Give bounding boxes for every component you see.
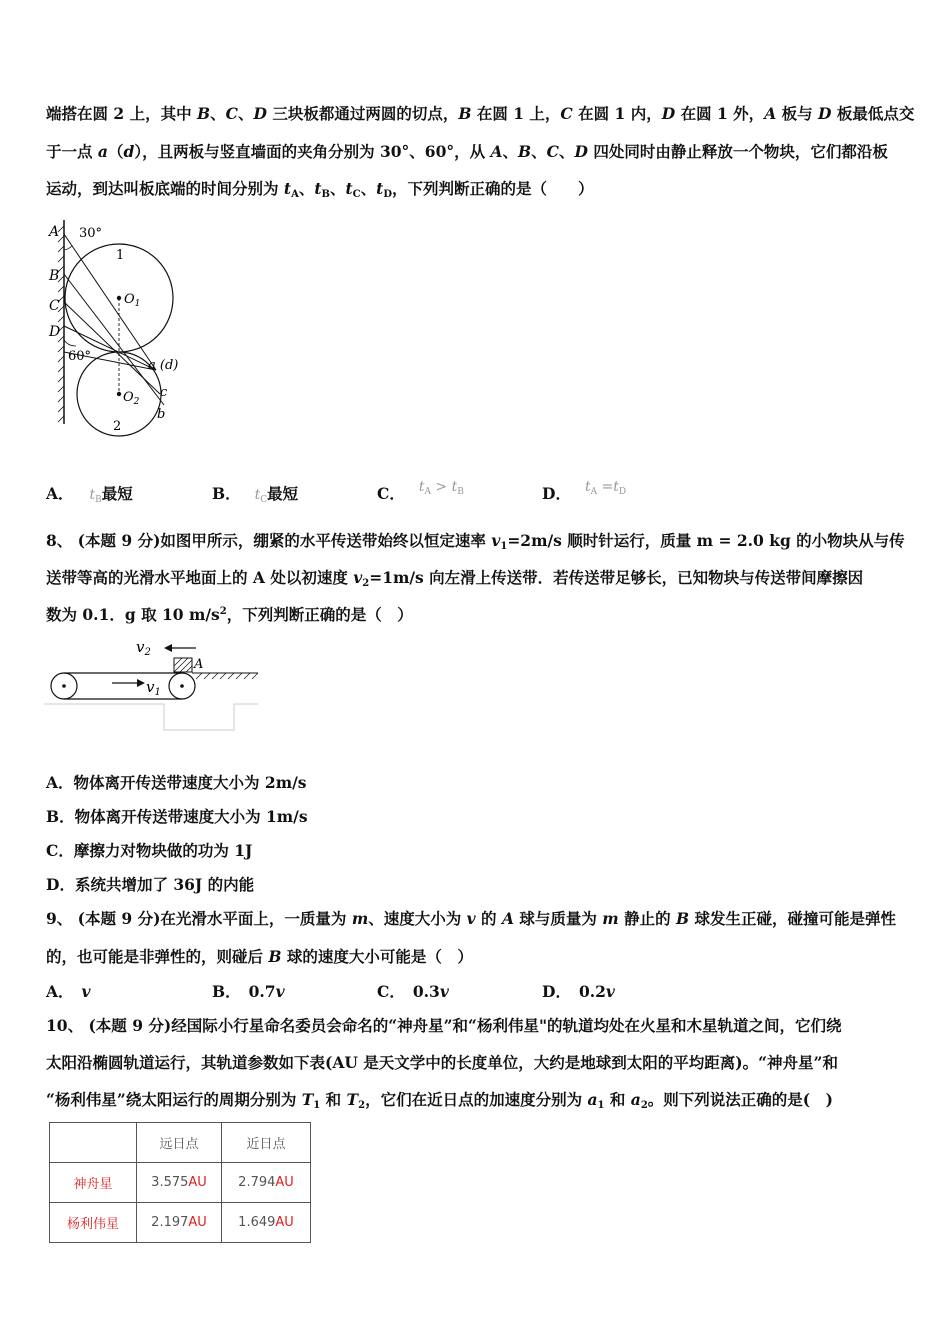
q10-text-line-3: “杨利伟星”绕太阳运行的周期分别为 $T_1$ 和 $T_2$，它们在近日点的加速度分别为 $a_1$ 和 $a_2$。则下列说法正确的是( ) [46,1090,833,1111]
q9-option-c[interactable]: C． 0.3v [377,982,449,1001]
q7-text-line-1: 端搭在圆 2 上，其中 B、C、D 三块板都通过两圆的切点，B 在圆 1 上，C 在圆 1 内，D 在圆 1 外，A 板与 D 板最低点交 [46,104,915,123]
fig-block [174,658,192,672]
q8-option-b[interactable]: B．物体离开传送带速度大小为 1m/s [46,807,308,826]
q7-option-c[interactable]: C． $t_A > t_B$ [377,479,464,503]
table-cell-near: 2.794AU [222,1163,311,1203]
q8-text-line-1: 8、 (本题 9 分)如图甲所示，绷紧的水平传送带始终以恒定速率 $v_1=2m/s$ 顺时针运行，质量 m = 2.0 kg 的小物块从与传 [46,531,905,552]
fig-label-D: D [49,324,61,340]
fig-v2-label: $v_2$ [136,638,151,658]
table-cell-name: 杨利伟星 [50,1203,137,1243]
q7-option-b[interactable]: B． $t_C$最短 [212,484,299,505]
fig-label-30: 30° [79,226,103,241]
q8-conveyor-figure [44,636,264,736]
q9-option-b[interactable]: B． 0.7v [212,982,285,1001]
fig-label-O1: $O_1$ [124,292,141,309]
fig-label-b: b [157,407,166,422]
table-header-row [50,1123,311,1163]
table-header-far: 远日点 [137,1123,222,1163]
table-cell-name: 神舟星 [50,1163,137,1203]
table-header-empty [50,1123,137,1163]
q7-option-d[interactable]: D． $t_A =t_D$ [542,479,627,503]
q8-text-line-3: 数为 0.1．g 取 10 $m/s^2$，下列判断正确的是（ ） [46,605,413,624]
table-row [50,1203,311,1243]
q8-text-line-2: 送带等高的光滑水平地面上的 A 处以初速度 $v_2=1m/s$ 向左滑上传送带．若传送带足够长，已知物块与传送带间摩擦因 [46,568,864,589]
fig-label-c: c [160,385,168,400]
q9-option-a[interactable]: A． v [46,982,91,1001]
table-row [50,1163,311,1203]
q7-option-a[interactable]: A． $t_B$最短 [46,484,133,505]
fig-label-ad: a (d) [148,358,179,373]
q8-option-c[interactable]: C．摩擦力对物块做的功为 1J [46,841,253,860]
q10-text-line-2: 太阳沿椭圆轨道运行，其轨道参数如下表(AU 是天文学中的长度单位，大约是地球到太阳的平均距离)。“神舟星”和 [46,1053,838,1072]
fig-A-label: A [194,657,204,672]
q8-option-a[interactable]: A．物体离开传送带速度大小为 2m/s [46,773,307,792]
fig-v1-label: $v_1$ [146,678,161,698]
q7-text-line-3: 运动，到达叫板底端的时间分别为 $t_A$、$t_B$、$t_C$、$t_D$，下列判断正确的是（ ） [46,179,594,200]
fig-label-B: B [49,268,60,284]
q8-option-d[interactable]: D．系统共增加了 36J 的内能 [46,875,255,894]
fig-label-C: C [49,298,60,314]
q7-text-line-2: 于一点 a（d），且两板与竖直墙面的夹角分别为 30°、60°，从 A、B、C、D 四处同时由静止释放一个物块，它们都沿板 [46,142,888,161]
fig-label-A: A [49,224,60,240]
q7-circles-figure [44,212,194,442]
q9-text-line-2: 的，也可能是非弹性的，则碰后 B 球的速度大小可能是（ ） [46,947,473,966]
table-cell-far: 3.575AU [137,1163,222,1203]
orbit-parameter-table [49,1122,311,1243]
table-cell-far: 2.197AU [137,1203,222,1243]
table-header-near: 近日点 [222,1123,311,1163]
q9-text-line-1: 9、 (本题 9 分)在光滑水平面上，一质量为 m、速度大小为 v 的 A 球与质量为 m 静止的 B 球发生正碰，碰撞可能是弹性 [46,909,896,928]
q10-text-line-1: 10、 (本题 9 分)经国际小行星命名委员会命名的“神舟星”和“杨利伟星"的轨道均处在火星和木星轨道之间，它们绕 [46,1016,842,1035]
q9-option-d[interactable]: D． 0.2v [542,982,615,1001]
fig-label-60: 60° [68,349,92,364]
fig-label-circle-2: 2 [113,419,122,434]
table-cell-near: 1.649AU [222,1203,311,1243]
fig-label-circle-1: 1 [116,248,125,263]
fig-label-O2: $O_2$ [123,390,140,407]
